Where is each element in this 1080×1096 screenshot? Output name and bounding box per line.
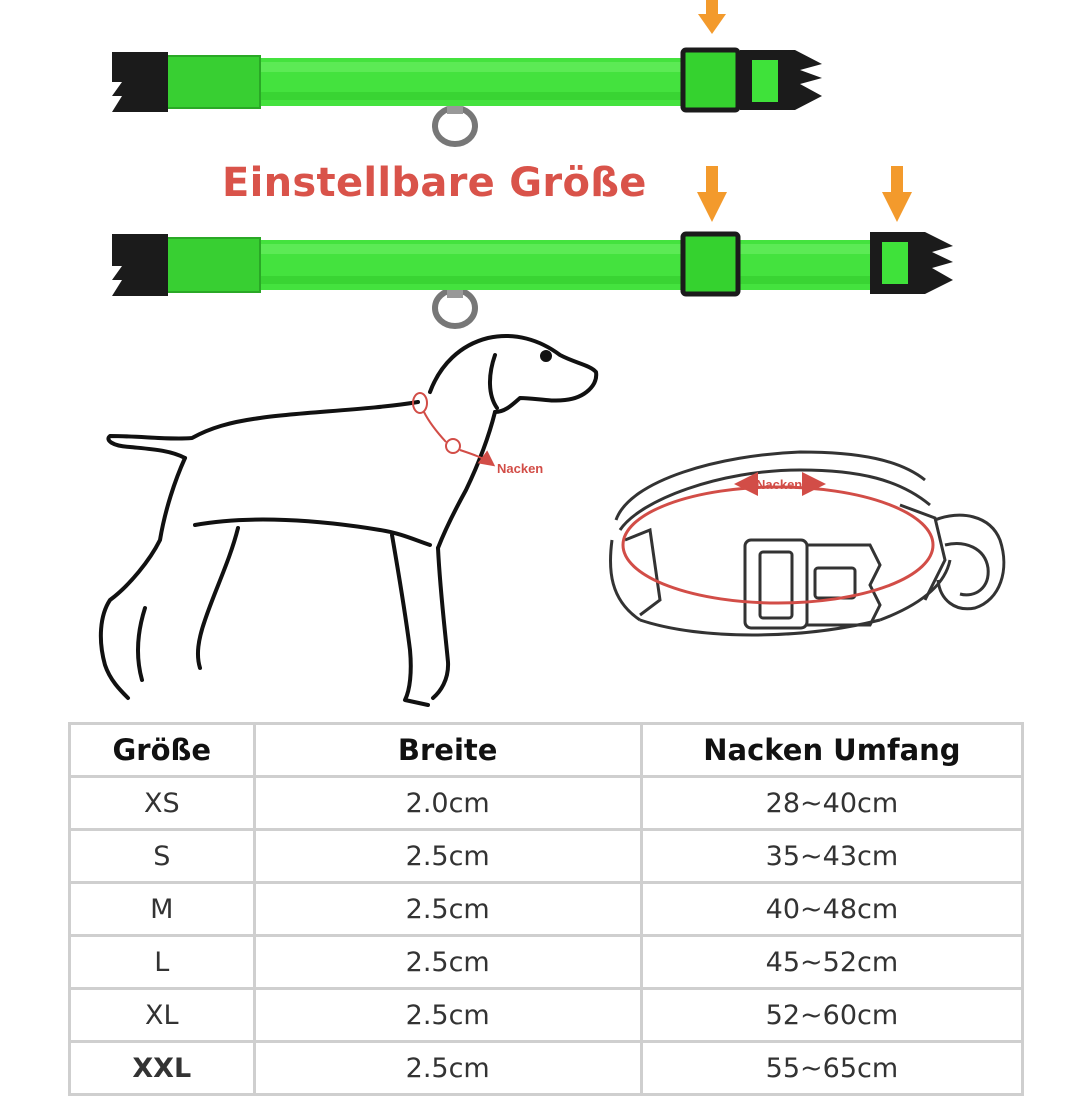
neck-cell: 45~52cm [641,936,1022,989]
down-arrow-icon [698,0,726,34]
size-cell: XS [70,777,255,830]
neck-cell: 52~60cm [641,989,1022,1042]
width-cell: 2.5cm [254,989,641,1042]
width-cell: 2.5cm [254,936,641,989]
down-arrow-icon [882,166,912,222]
neck-cell: 40~48cm [641,883,1022,936]
size-cell: L [70,936,255,989]
header-width: Breite [254,724,641,777]
neck-cell: 55~65cm [641,1042,1022,1095]
header-neck-circumference: Nacken Umfang [641,724,1022,777]
table-row [70,936,1023,989]
collar-adjusted-icon [112,232,953,326]
down-arrow-icon [697,166,727,222]
table-row [70,777,1023,830]
neck-cell: 28~40cm [641,777,1022,830]
collar-outline-icon [610,452,1003,635]
table-row [70,830,1023,883]
width-cell: 2.5cm [254,883,641,936]
table-row [70,883,1023,936]
neck-cell: 35~43cm [641,830,1022,883]
table-row [70,1042,1023,1095]
width-cell: 2.5cm [254,830,641,883]
table-row [70,989,1023,1042]
dog-outline-icon [101,336,596,705]
dog-neck-label: Nacken [497,461,544,476]
collar-neck-marker [623,484,933,603]
width-cell: 2.5cm [254,1042,641,1095]
size-cell: XL [70,989,255,1042]
page-title: Einstellbare Größe [222,160,647,206]
size-table [68,722,1024,1096]
width-cell: 2.0cm [254,777,641,830]
collar-loose-icon [112,50,822,144]
size-cell: S [70,830,255,883]
size-cell: M [70,883,255,936]
collar-neck-label: Nacken [756,477,803,492]
header-size: Größe [70,724,255,777]
size-cell: XXL [70,1042,255,1095]
table-header-row [70,724,1023,777]
